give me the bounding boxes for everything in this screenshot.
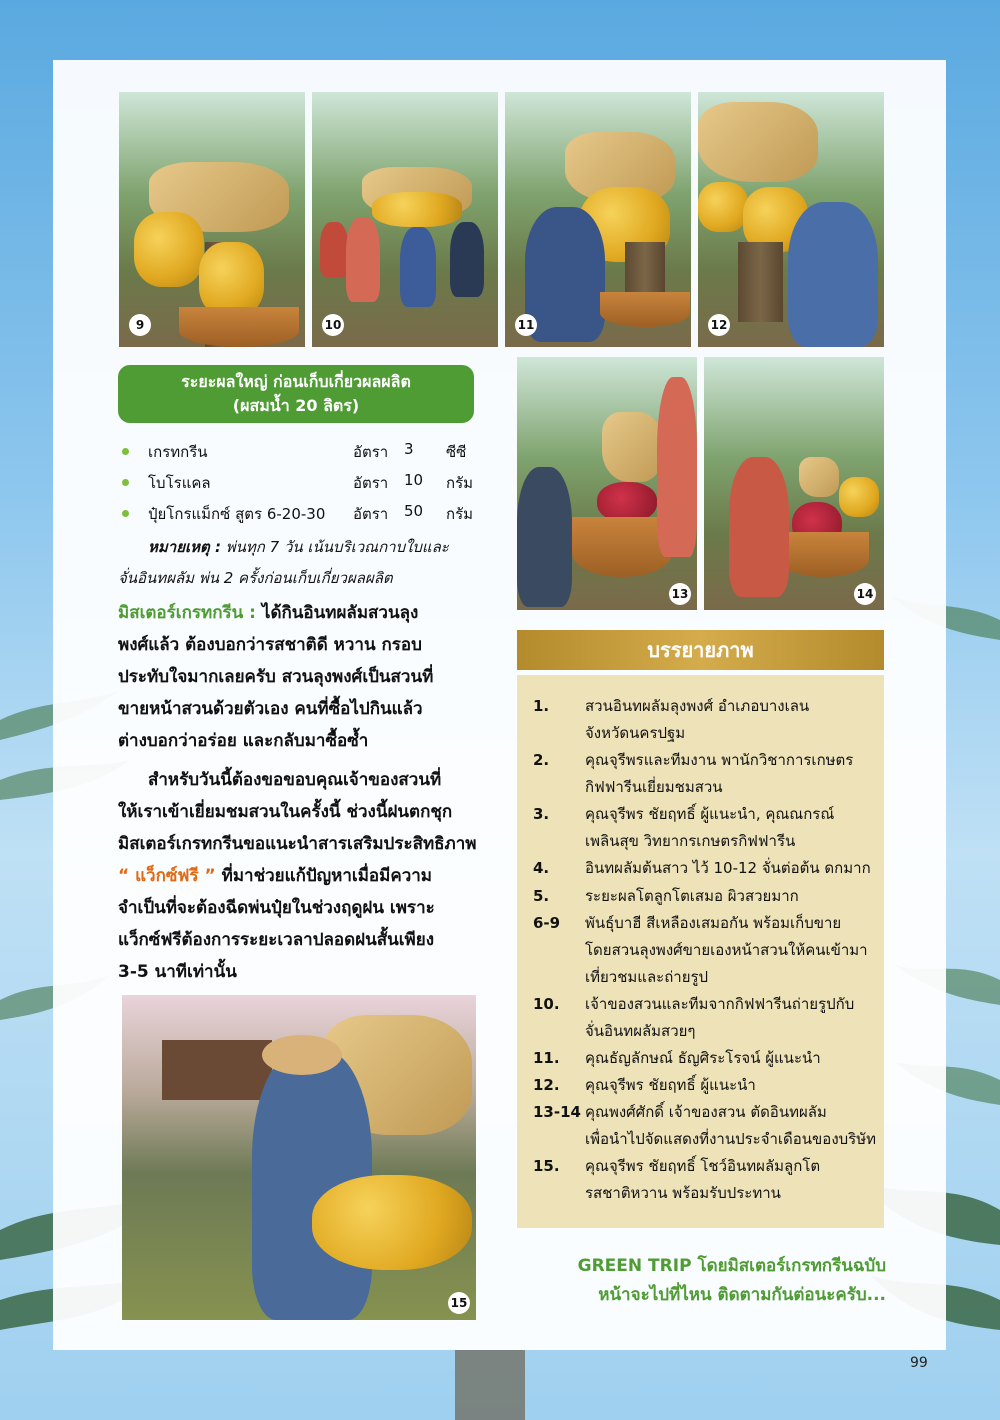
ingredient-unit: กรัม: [446, 474, 474, 492]
caption-number: 10.: [533, 995, 560, 1013]
caption-text: จั่นอินทผลัมสวยๆ: [585, 1022, 696, 1040]
ingredient-row: [118, 500, 498, 531]
photo-number-11: 11: [515, 314, 537, 336]
para1-line: ประทับใจมากเลยครับ สวนลุงพงศ์เป็นสวนที่: [118, 667, 434, 687]
para2-line: แว็กซ์ฟรีต้องการระยะเวลาปลอดฝนสั้นเพียง: [118, 930, 435, 950]
para1-line: ต่างบอกว่าอร่อย และกลับมาซื้อซ้ำ: [118, 731, 369, 751]
caption-text: คุณจุรีพร ชัยฤทธิ์ ผู้แนะนำ: [585, 1076, 756, 1094]
caption-text: คุณธัญลักษณ์ ธัญศิระโรจน์ ผู้แนะนำ: [585, 1049, 821, 1067]
caption-text: คุณจุรีพร ชัยฤทธิ์ ผู้แนะนำ, คุณณกรณ์: [585, 805, 835, 823]
note-line1: พ่นทุก 7 วัน เน้นบริเวณกาบใบและ: [225, 538, 449, 556]
caption-text: เพื่อนำไปจัดแสดงที่งานประจำเดือนของบริษัท: [585, 1130, 876, 1148]
caption-number: 15.: [533, 1157, 560, 1175]
article-paragraph-2: [118, 764, 482, 988]
para2-line: ที่มาช่วยแก้ปัญหาเมื่อมีความ: [221, 866, 432, 886]
para1-line: พงศ์แล้ว ต้องบอกว่ารสชาติดี หวาน กรอบ: [118, 635, 422, 655]
bullet-icon: [122, 479, 129, 486]
ingredient-rate-label: อัตรา: [353, 443, 389, 461]
caption-heading: บรรยายภาพ: [517, 630, 884, 670]
article-paragraph-1: [118, 597, 482, 757]
caption-text: เจ้าของสวนและทีมจากกิฟฟารีนถ่ายรูปกับ: [585, 995, 855, 1013]
para2-line: ให้เราเข้าเยี่ยมชมสวนในครั้งนี้ ช่วงนี้ฝนตกชุก: [118, 802, 453, 822]
para2-line: มิสเตอร์เกรทกรีนขอแนะนำสารเสริมประสิทธิภาพ: [118, 834, 477, 854]
photo-9: [119, 92, 305, 347]
caption-number: 12.: [533, 1076, 560, 1094]
ingredient-name: เกรทกรีน: [148, 443, 208, 461]
caption-number: 1.: [533, 697, 550, 715]
caption-text: คุณจุรีพรและทีมงาน พานักวิชาการเกษตร: [585, 751, 854, 769]
formula-heading-line1: ระยะผลใหญ่ ก่อนเก็บเกี่ยวผลผลิต: [181, 372, 411, 391]
note-label: หมายเหตุ :: [148, 538, 221, 556]
green-trip-footer: [516, 1252, 886, 1310]
caption-text: พันธุ์บาฮี สีเหลืองเสมอกัน พร้อมเก็บขาย: [585, 914, 842, 932]
photo-number-9: 9: [129, 314, 151, 336]
note-line2: จั่นอินทผลัม พ่น 2 ครั้งก่อนเก็บเกี่ยวผลผลิต: [118, 569, 393, 587]
caption-list: [517, 675, 884, 1228]
formula-note: [118, 532, 488, 594]
caption-text: คุณจุรีพร ชัยฤทธิ์ โชว์อินทผลัมลูกโต: [585, 1157, 821, 1175]
caption-text: โดยสวนลุงพงศ์ขายเองหน้าสวนให้คนเข้ามา: [585, 941, 868, 959]
ingredient-list: [118, 438, 498, 531]
ingredient-rate-label: อัตรา: [353, 474, 389, 492]
ingredient-amount: 50: [404, 502, 424, 520]
trip-line1: GREEN TRIP โดยมิสเตอร์เกรทกรีนฉบับ: [577, 1256, 886, 1276]
caption-text: รสชาติหวาน พร้อมรับประทาน: [585, 1184, 781, 1202]
para2-line: สำหรับวันนี้ต้องขอขอบคุณเจ้าของสวนที่: [148, 770, 442, 790]
caption-number: 6-9: [533, 914, 561, 932]
photo-11: [505, 92, 691, 347]
caption-number: 4.: [533, 859, 550, 877]
para2-line: จำเป็นที่จะต้องฉีดพ่นปุ๋ยในช่วงฤดูฝน เพราะ: [118, 898, 435, 918]
para2-line: 3-5 นาทีเท่านั้น: [118, 962, 237, 982]
photo-number-13: 13: [669, 583, 691, 605]
photo-13: [517, 357, 697, 610]
photo-12: [698, 92, 884, 347]
photo-number-12: 12: [708, 314, 730, 336]
trip-line2: หน้าจะไปที่ไหน ติดตามกันต่อนะครับ...: [598, 1285, 886, 1305]
caption-number: 3.: [533, 805, 550, 823]
ingredient-amount: 3: [404, 440, 414, 458]
ingredient-unit: กรัม: [446, 505, 474, 523]
caption-text: อินทผลัมต้นสาว ไว้ 10-12 จั่นต่อต้น ดกมาก: [585, 859, 871, 877]
ingredient-name: โบโรแคล: [148, 474, 211, 492]
para1-line: ได้กินอินทผลัมสวนลุง: [261, 603, 419, 623]
photo-14: [704, 357, 884, 610]
caption-text: เที่ยวชมและถ่ายรูป: [585, 968, 709, 986]
formula-heading-line2: (ผสมน้ำ 20 ลิตร): [232, 396, 360, 415]
ingredient-unit: ซีซี: [446, 443, 467, 461]
caption-number: 5.: [533, 887, 550, 905]
ingredient-row: [118, 438, 498, 469]
bullet-icon: [122, 510, 129, 517]
ingredient-name: ปุ๋ยโกรแม็กซ์ สูตร 6-20-30: [148, 505, 326, 523]
page-number: 99: [910, 1355, 928, 1371]
caption-number: 11.: [533, 1049, 560, 1067]
caption-text: สวนอินทผลัมลุงพงศ์ อำเภอบางเลน: [585, 697, 810, 715]
ingredient-amount: 10: [404, 471, 424, 489]
ingredient-rate-label: อัตรา: [353, 505, 389, 523]
photo-10: [312, 92, 498, 347]
caption-text: ระยะผลโตลูกโตเสมอ ผิวสวยมาก: [585, 887, 799, 905]
caption-text: เพลินสุข วิทยากรเกษตรกิฟฟารีน: [585, 832, 796, 850]
photo-number-10: 10: [322, 314, 344, 336]
caption-number: 2.: [533, 751, 550, 769]
photo-15: [122, 995, 476, 1320]
caption-number: 13-14: [533, 1103, 581, 1121]
photo-number-15: 15: [448, 1292, 470, 1314]
caption-text: กิฟฟารีนเยี่ยมชมสวน: [585, 778, 723, 796]
para1-line: ขายหน้าสวนด้วยตัวเอง คนที่ซื้อไปกินแล้ว: [118, 699, 423, 719]
speaker-label: มิสเตอร์เกรทกรีน :: [118, 603, 256, 623]
caption-text: คุณพงศ์ศักดิ์ เจ้าของสวน ตัดอินทผลัม: [585, 1103, 827, 1121]
photo-number-14: 14: [854, 583, 876, 605]
ingredient-row: [118, 469, 498, 500]
wax-free-product-name: “ แว็กซ์ฟรี ”: [118, 866, 216, 886]
bullet-icon: [122, 448, 129, 455]
formula-heading: [118, 365, 474, 423]
caption-text: จังหวัดนครปฐม: [585, 724, 686, 742]
